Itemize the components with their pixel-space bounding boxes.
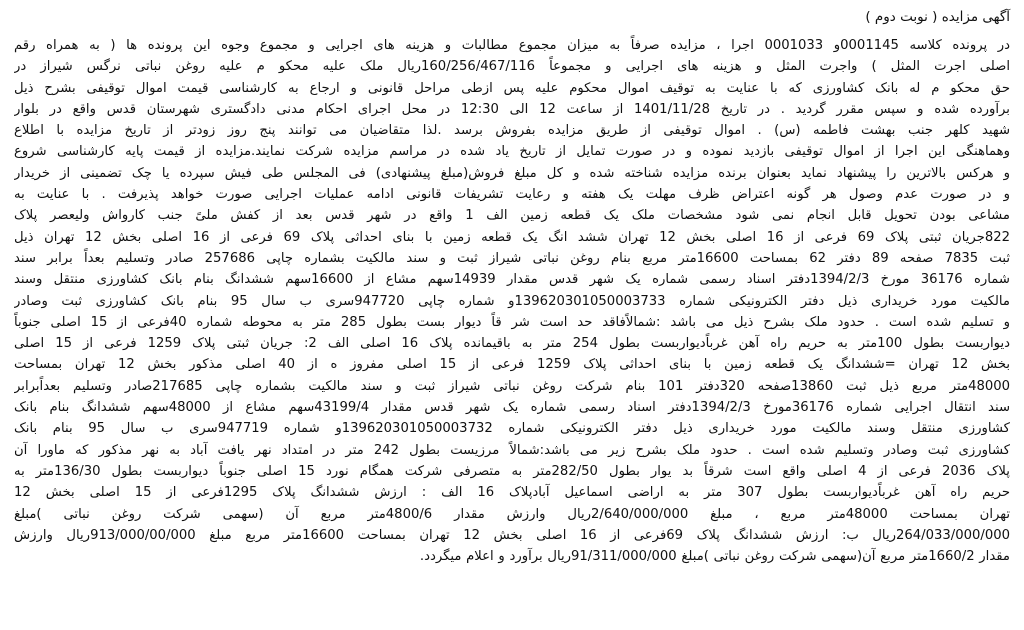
notice-line: شماره 36176 مورخ 1394/2/3دفتر اسناد رسمی شماره یک شهر قدس مقدار 14939سهم مشاع از 16600سهم ششدانگ بنام بانک کشاورزی منتقل وسند (14, 272, 1010, 288)
notice-line: سند انتقال اجرایی شماره 36176مورخ 1394/2/3دفتر اسناد رسمی شماره یک شهر قدس مقدار 43199/4سهم مشاع از 48000سهم ششدانگ بنام بانک (14, 400, 1010, 416)
notice-line: شهید کلهر جنب بهشت فاطمه (س) . اموال توقیفی از طریق مزایده بفروش برسد .لذا متقاضیان می توانند پنج روز زودتر از تاریخ مزایده با اطلاع (14, 123, 1010, 139)
notice-line: کشاورزی منتقل وسند مالکیت مورد خریداری ذیل دفتر الکترونیکی شماره 139620301050003732و شماره 947719سری ب سال 95 بنام بانک (14, 421, 1010, 437)
notice-line: حق محکو م له بانک کشاورزی که با عنایت به توقیف اموال محکوم علیه پس ازطی مراحل قانونی و ارجاع به کارشناسی قیمت اموال توقیفی بشرح ذیل (14, 80, 1010, 96)
notice-line: دیواربست بطول 100متر به حریم راه آهن غرباًدیواربست بطول 254 متر به باقیمانده پلاک 16 اصلی الف 2: جریان ثبتی پلاک 1259 فرعی از 15 اصلی (14, 336, 1010, 352)
notice-body (14, 35, 1010, 567)
notice-line: مقدار 1660/2متر مربع آن(سهمی شرکت روغن نباتی )مبلغ 91/311/000/000ریال برآورد و اعلام میگردد. (419, 549, 1010, 565)
notice-line: در پرونده کلاسه 0001145و 0001033 اجرا ، مزایده صرفاً به میزان مجموع مطالبات و هزینه های اجرایی و مجموع وجوه این پرونده ها ( به همراه رقم (14, 38, 1010, 53)
notice-line: مالکیت مورد خریداری ذیل دفتر الکترونیکی شماره 139620301050003733و شماره چاپی 947720سری ب سال 95 بنام بانک کشاورزی ثبت وصادر (14, 293, 1010, 309)
notice-line: 48000متر مربع ذیل ثبت 13860صفحه 320دفتر 101 بنام شرکت روغن نباتی شیراز ثبت و سند مالکیت بشماره چاپی 217685صادر وتسلیم بعداًبرابر (14, 378, 1010, 394)
notice-line: بخش 12 تهران =ششدانگ یک قطعه زمین با بنای احداثی پلاک 1259 فرعی از 15 اصلی مفروز ه از 40 اصلی مذکور بخش 12 تهران بمساحت (14, 357, 1010, 373)
notice-line: 822جریان ثبتی پلاک 69 فرعی از 16 اصلی بخش 12 تهران ششد انگ یک قطعه زمین با بنای احداثی پلاک 69 فرعی از 16 اصلی بخش 12 تهران ذیل (14, 229, 1010, 245)
notice-line: ثبت 7835 صفحه 89 دفتر 62 بمساحت 16600متر مربع بنام روغن نباتی شیراز ثبت و سند مالکیت بشماره چاپی 257686 صادر وتسلیم بعداً برابر سند (14, 250, 1010, 266)
notice-line: حریم راه آهن غرباًدیواربست بطول 307 متر به اراضی اسماعیل آبادپلاک 16 الف : ارزش ششدانگ پلاک 1295فرعی از 15 اصلی بخش 12 (14, 485, 1010, 501)
notice-line: کشاورزی ثبت وصادر وتسلیم شده است . حدود ملک بشرح زیر می باشد:شمالاً مرزیست بطول 242 متر در امتداد نهر یافت آباد به نهر مذکور که ماورا آن (14, 442, 1010, 458)
notice-line: مشاعی بودن تحویل قابل انجام نمی شود مشخصات ملک یک قطعه زمین الف 1 واقع در شهر قدس بعد از کفش ملیً جنب کارواش ولیعصر پلاک (14, 208, 1010, 224)
auction-notice (14, 6, 1010, 624)
notice-title: آگهی مزایده ( نوبت دوم ) (865, 9, 1010, 25)
notice-line: و تسلیم شده است . حدود ملک بشرح ذیل می باشد :شمالاًفاقد حد است شر قاً دیوار بست بطول 285 متر به محوطه شماره 40فرعی از 15 اصلی جنوباً (14, 314, 1010, 330)
notice-line: وهماهنگی این اجرا از اموال توقیفی بازدید نموده و در صورت تمایل از تاریخ یاد شده در مراسم مزایده شرکت نمایند.مزایده از قیمت پایه کارشناسی شروع (14, 144, 1010, 160)
notice-line: اصلی اجرت المثل ) واجرت المثل و هزینه های اجرایی و مجموعاً 160/256/467/116ریال ملک علیه محکو م علیه روغن نباتی نرگس شیراز در (14, 59, 1010, 75)
notice-line: برآورده شده و سپس مقرر گردید . در تاریخ 1401/11/28 از ساعت 12 الی 12:30 در محل اجرای احکام مدنی دادگستری شهرستان قدس واقع در بلوار (14, 101, 1010, 117)
notice-line: و در صورت عدم وصول هر گونه اعتراض ظرف مهلت یک هفته و رعایت تشریفات قانونی ادامه عملیات اجرایی صورت خواهد پذیرفت . با عنایت به (14, 187, 1010, 203)
notice-line: تهران بمساحت 48000متر مربع ، مبلغ 2/640/000/000ریال وارزش مقدار 4800/6متر مربع آن (سهمی شرکت روغن نباتی )مبلغ (14, 506, 1010, 522)
notice-line: 264/033/000/000ریال ب: ارزش ششدانگ پلاک 69فرعی از 16 اصلی بخش 12 تهران بمساحت 16600متر مربع مبلغ 913/000/00/000ریال وارزش (14, 527, 1010, 543)
notice-line: پلاک 2036 فرعی از 4 اصلی واقع است شرقاً بد یوار بطول 282/50متر به متصرفی شرکت همگام نورد 15 اصلی جنوباً دیواربست بطول 136/30متر به (14, 463, 1010, 479)
notice-line: و هرکس بالاترین را پیشنهاد نماید بعنوان برنده مزایده شناخته شده و کل مبلغ فروش(مبلغ پیشنهادی) فی المجلس طی فیش سپرده یا چک تضمینی از خریدار (14, 165, 1010, 181)
